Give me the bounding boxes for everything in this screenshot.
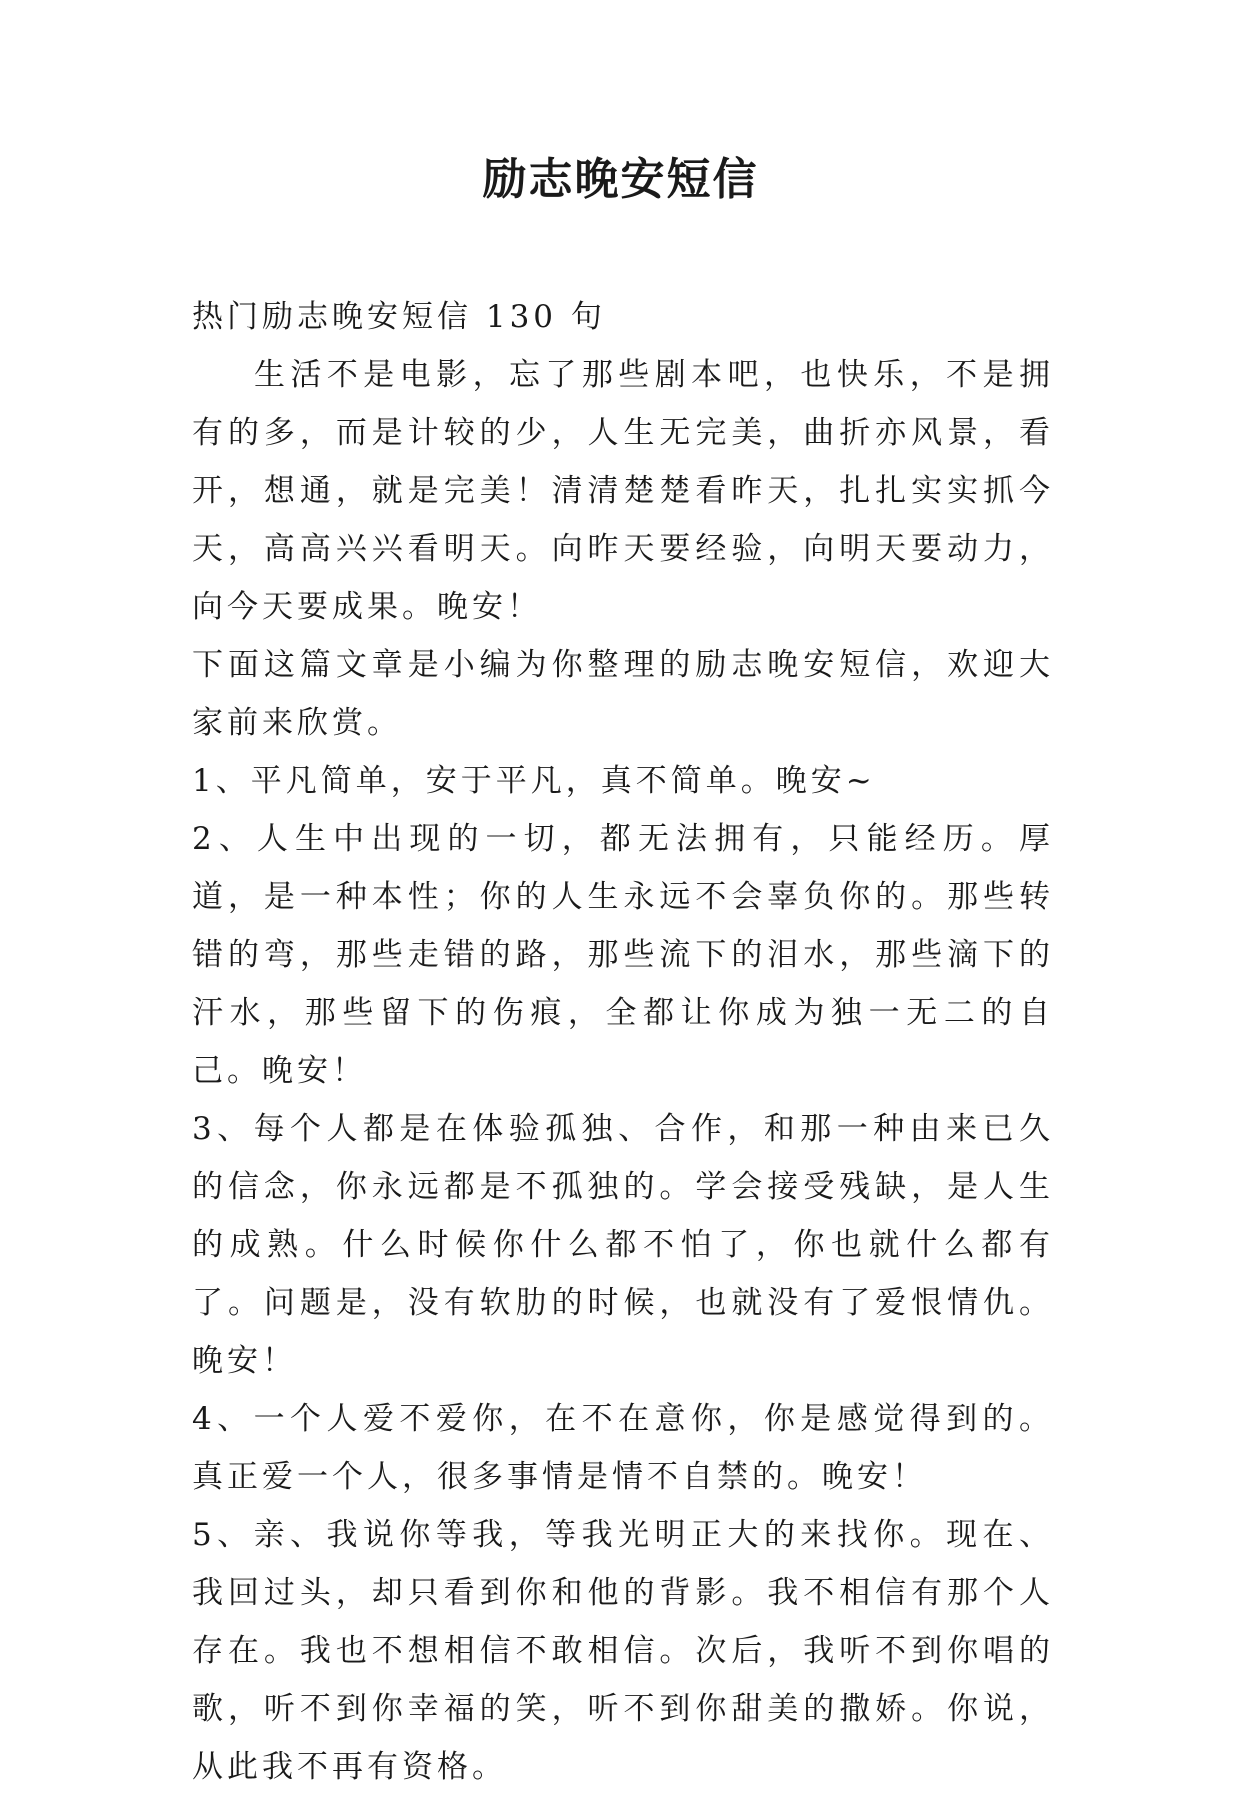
list-item-1: 1、平凡简单，安于平凡，真不简单。晚安~ xyxy=(192,763,876,799)
document-title: 励志晚安短信 xyxy=(482,154,759,205)
document-subtitle: 热门励志晚安短信 130 句 xyxy=(192,299,606,335)
document-body xyxy=(192,288,1054,1796)
list-item-5: 5、亲、我说你等我，等我光明正大的来找你。现在、我回过头，却只看到你和他的背影。我不相信有那个人存在。我也不想相信不敢相信。次后，我听不到你唱的歌，听不到你幸福的笑，听不到你甜美的撒娇。你说，从此我不再有资格。 xyxy=(192,1517,1054,1785)
list-item-4: 4、一个人爱不爱你，在不在意你，你是感觉得到的。真正爱一个人，很多事情是情不自禁的。晚安！ xyxy=(192,1401,1054,1495)
intro-paragraph: 生活不是电影，忘了那些剧本吧，也快乐，不是拥有的多，而是计较的少，人生无完美，曲折亦风景，看开，想通，就是完美！清清楚楚看昨天，扎扎实实抓今天，高高兴兴看明天。向昨天要经验，向明天要动力，向今天要成果。晚安！ xyxy=(192,357,1054,625)
list-item-2: 2、人生中出现的一切，都无法拥有，只能经历。厚道，是一种本性；你的人生永远不会辜负你的。那些转错的弯，那些走错的路，那些流下的泪水，那些滴下的汗水，那些留下的伤痕，全都让你成为独一无二的自己。晚安！ xyxy=(192,821,1054,1089)
list-item-3: 3、每个人都是在体验孤独、合作，和那一种由来已久的信念，你永远都是不孤独的。学会接受残缺，是人生的成熟。什么时候你什么都不怕了，你也就什么都有了。问题是，没有软肋的时候，也就没有了爱恨情仇。晚安！ xyxy=(192,1111,1054,1379)
intro-paragraph-2: 下面这篇文章是小编为你整理的励志晚安短信，欢迎大家前来欣赏。 xyxy=(192,647,1054,741)
